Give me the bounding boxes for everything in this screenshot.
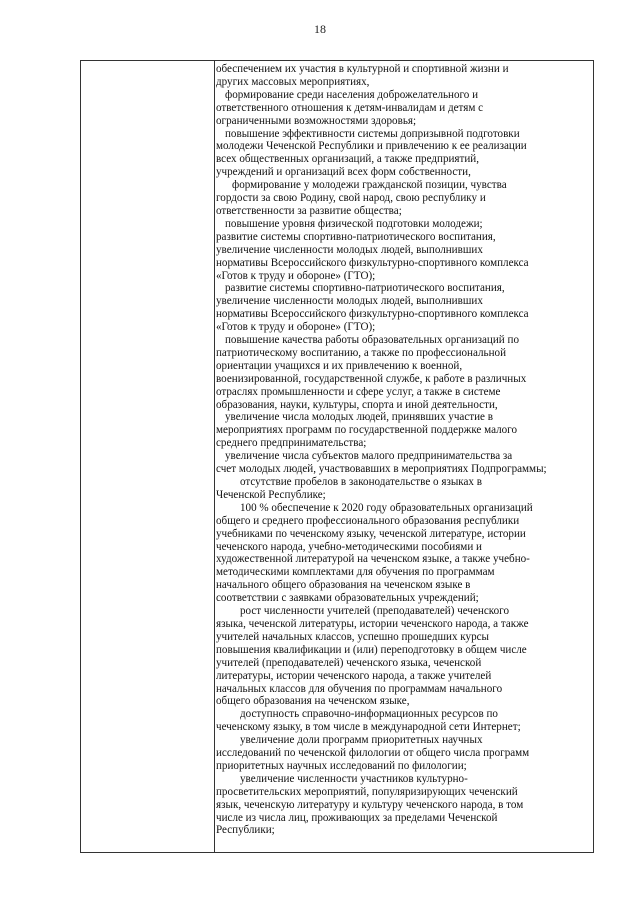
text-line: общего и среднего профессионального образования республики (216, 514, 520, 527)
text-line: ориентации учащихся и их привлечению к военной, (216, 359, 463, 372)
text-line: начального общего образования на чеченском языке в (216, 579, 471, 592)
text-line: образования, науки, культуры, спорта и иной деятельности, (216, 398, 498, 411)
text-line: увеличение доли программ приоритетных научных (240, 734, 483, 747)
text-line: чеченскому языку, в том числе в международной сети Интернет; (216, 721, 521, 734)
text-line: нормативы Всероссийского физкультурно-спортивного комплекса (216, 308, 529, 321)
text-line: 100 % обеспечение к 2020 году образовательных организаций (240, 501, 533, 514)
text-line: соответствии с заявками образовательных учреждений; (216, 592, 479, 605)
table-right-column (216, 63, 592, 837)
text-line: молодежи Чеченской Республики и привлечению к ее реализации (216, 140, 527, 153)
text-line: начальных классов для обучения по программам начального (216, 682, 503, 695)
text-line: «Готов к труду и обороне» (ГТО); (216, 321, 376, 334)
text-line: учителей начальных классов, успешно прошедших курсы (216, 630, 489, 643)
text-line: увеличение числа молодых людей, принявших участие в (225, 411, 493, 424)
text-line: формирование среди населения доброжелательного и (225, 88, 479, 101)
text-line: литературы, истории чеченского народа, а также учителей (216, 669, 492, 682)
text-line: общего образования на чеченском языке, (216, 695, 410, 708)
text-line: чеченского народа, учебно-методическими пособиями и (216, 540, 482, 553)
text-line: развитие системы спортивно-патриотического воспитания, (225, 282, 505, 295)
text-line: отсутствие пробелов в законодательстве о языках в (240, 476, 482, 488)
text-line: исследований по чеченской филологии от общего числа программ (216, 747, 530, 760)
text-line: военизированной, государственной службе, к работе в различных (216, 372, 527, 385)
text-line: Чеченской Республике; (216, 488, 326, 501)
text-line: повышение эффективности системы допризывной подготовки (225, 127, 520, 140)
text-line: «Готов к труду и обороне» (ГТО); (216, 269, 376, 282)
table-left-column (81, 61, 215, 852)
text-line: приоритетных научных исследований по филологии; (216, 759, 467, 772)
text-line: доступность справочно-информационных ресурсов по (240, 708, 498, 721)
text-line: гордости за свою Родину, свой народ, свою республику и (216, 192, 486, 205)
document-table (80, 60, 594, 853)
text-line: увеличение численности молодых людей, выполнивших (216, 295, 483, 308)
text-line: художественной литературой на чеченском языке, а также учебно- (216, 553, 530, 566)
text-line: рост численности учителей (преподавателей) чеченского (240, 605, 509, 618)
text-line: увеличение численности молодых людей, выполнивших (216, 243, 483, 256)
text-line: числе из числа лиц, проживающих за пределами Чеченской (216, 811, 498, 824)
text-line: ограниченными возможностями здоровья; (216, 114, 417, 127)
text-line: всех общественных организаций, а также предприятий, (216, 153, 480, 166)
text-line: Республики; (216, 824, 275, 837)
text-line: методическими комплектами для обучения по программам (216, 566, 495, 579)
text-line: повышения квалификации и (или) переподготовку в общем числе (216, 643, 527, 656)
text-line: увеличение численности участников культурно- (240, 772, 468, 785)
text-line: отраслях промышленности и сфере услуг, а также в системе (216, 385, 501, 398)
text-line: учебниками по чеченскому языку, чеченской литературе, истории (216, 527, 526, 540)
text-line: других массовых мероприятиях, (216, 75, 370, 88)
page-number: 18 (314, 22, 326, 36)
text-line: счет молодых людей, участвовавших в мероприятиях Подпрограммы; (216, 463, 547, 476)
text-line: мероприятиях программ по государственной поддержке малого (216, 424, 517, 437)
text-line: формирование у молодежи гражданской позиции, чувства (232, 179, 507, 192)
text-line: патриотическому воспитанию, а также по профессиональной (216, 346, 507, 359)
text-line: нормативы Всероссийского физкультурно-спортивного комплекса (216, 256, 529, 269)
text-line: развитие системы спортивно-патриотического воспитания, (216, 230, 496, 243)
text-line: увеличение числа субъектов малого предпринимательства за (225, 450, 513, 463)
text-line: среднего предпринимательства; (216, 437, 367, 450)
text-line: обеспечением их участия в культурной и спортивной жизни и (216, 63, 509, 75)
text-line: повышение уровня физической подготовки молодежи; (225, 217, 483, 230)
text-line: ответственного отношения к детям-инвалидам и детям с (216, 101, 484, 114)
text-line: языка, чеченской литературы, истории чеченского народа, а также (216, 617, 529, 630)
text-line: учреждений и организаций всех форм собственности, (216, 166, 471, 179)
text-line: повышение качества работы образовательных организаций по (225, 334, 519, 347)
text-line: учителей (преподавателей) чеченского языка, чеченской (216, 656, 482, 669)
text-line: язык, чеченскую литературу и культуру чеченского народа, в том (216, 798, 524, 811)
text-line: просветительских мероприятий, популяризирующих чеченский (216, 785, 518, 798)
text-line: ответственности за развитие общества; (216, 204, 402, 217)
